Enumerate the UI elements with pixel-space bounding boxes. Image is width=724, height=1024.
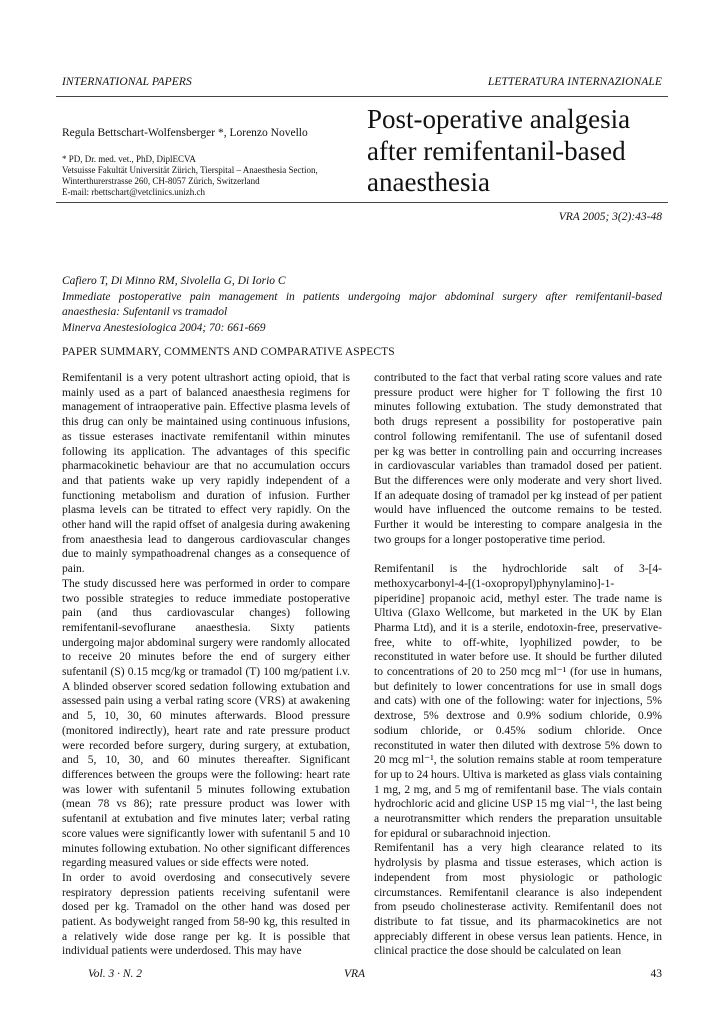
title-rule	[56, 202, 668, 203]
left-column	[62, 371, 350, 959]
paragraph: The study discussed here was performed in order to compare two possible strategies to reduce immediate postoperative pain (and thus cardiovascular changes) following remifentanil-sevoflurane anaesthesia. Sixty patients undergoing major abdominal surgery were randomly allocated to receive 20 minutes before the end of surgery either sufentanil (S) 0.15 mcg/kg or tramadol (T) 100 mg/patient i.v. A blinded observer scored sedation following extubation and assessed pain using a verbal rating score (VRS) at awakening and 5, 10, 30, 60 minutes afterwards. Blood pressure (monitored indirectly), heart rate and rate pressure product were recorded before surgery, during surgery, at extubation, and 5, 10, 30, and 60 minutes thereafter. Significant differences between the groups were the following: heart rate was lower with sufentanil 5 minutes following extubation (mean 78 vs 86); rate pressure product was lower with sufentanil at extubation and five minutes later; verbal rating score values were significantly lower with sufentanil 5 and 10 minutes following extubation. No other significant differences regarding measured values or side effects were noted.	[62, 577, 350, 870]
paragraph: In order to avoid overdosing and consecutively severe respiratory depression patients receiving sufentanil were dosed per kg. Tramadol on the other hand was dosed per patient. As bodyweight ranged from 58-90 kg, this resulted in a relatively wide dose range per kg. It is possible that individual patients were underdosed. This may have	[62, 871, 350, 958]
header-rule	[56, 96, 668, 97]
reference-journal: Minerva Anestesiologica 2004; 70: 661-669	[62, 321, 266, 334]
page-number: 43	[650, 968, 662, 980]
affiliation-line: Winterthurerstrasse 260, CH-8057 Zürich, Switzerland	[62, 176, 260, 186]
authors: Regula Bettschart-Wolfensberger *, Lorenzo Novello	[62, 127, 308, 139]
affiliation-line: * PD, Dr. med. vet., PhD, DiplECVA	[62, 154, 196, 164]
section-heading: PAPER SUMMARY, COMMENTS AND COMPARATIVE ASPECTS	[62, 346, 395, 358]
running-header-right: LETTERATURA INTERNAZIONALE	[487, 76, 662, 88]
running-header-left: INTERNATIONAL PAPERS	[62, 76, 192, 88]
footer-journal: VRA	[344, 968, 366, 980]
reference-title: Immediate postoperative pain management in patients undergoing major abdominal surgery after remifentanil-based anaesthesia: Sufentanil vs tramadol	[62, 290, 662, 318]
affiliation	[62, 154, 352, 198]
citation: VRA 2005; 3(2):43-48	[558, 211, 662, 223]
reviewed-paper-reference	[62, 274, 662, 336]
paragraph: Remifentanil is the hydrochloride salt of 3-[4-methoxycarbonyl-4-[(1-oxopropyl)phynylamino]-1-piperidine] propanoic acid, methyl ester. The trade name is Ultiva (Glaxo Wellcome, but marketed in the UK by Elan Pharma Ltd), and it is a sterile, endotoxin-free, preservative-free, white to off-white, lyophilized powder, to be reconstituted in water before use. It should be further diluted to concentrations of 20 to 250 mcg ml⁻¹ (for use in humans, but definitely to lower concentrations for use in small dogs and cats) with one of the following: water for injections, 5% dextrose, 5% dextrose and 0.9% sodium chloride, 0.9% sodium chloride, or 0.45% sodium chloride. Once reconstituted in water then diluted with dextrose 5% down to 20 mcg ml⁻¹, the solution remains stable at room temperature for up to 24 hours. Ultiva is marketed as glass vials containing 1 mg, 2 mg, and 5 mg of remifentanil base. The vials contain hydrochloric acid and glicine USP 15 mg vial⁻¹, the last being a neurotransmitter which renders the preparation unsuitable for epidural or subarachnoid injection.	[374, 563, 662, 840]
right-column	[374, 371, 662, 959]
footer-volume: Vol. 3 · N. 2	[88, 968, 142, 980]
paper-title	[367, 104, 667, 199]
paragraph: Remifentanil has a very high clearance related to its hydrolysis by plasma and tissue esterases, which action is independent from most physiologic or pathologic circumstances. Remifentanil clearance is also independent from pseudo cholinesterase activity. Remifentanil does not distribute to fat tissue, and its pharmacokinetics are not appreciably different in obese versus lean patients. Hence, in clinical practice the dose should be calculated on lean	[374, 842, 662, 958]
reference-authors: Cafiero T, Di Minno RM, Sivolella G, Di Iorio C	[62, 275, 286, 287]
paper-title-line: anaesthesia	[367, 167, 490, 197]
affiliation-line: Vetsuisse Fakultät Universität Zürich, Tierspital – Anaesthesia Section,	[62, 165, 318, 175]
paragraph: Remifentanil is a very potent ultrashort acting opioid, that is mainly used as a part of balanced anaesthesia regimens for management of intraoperative pain. Effective plasma levels of this drug can only be maintained using continuous infusions, as tissue esterases inactivate remifentanil within minutes following its application. The advantages of this specific pharmacokinetic behaviour are that no accumulation occurs and that patients wake up very rapidly independent of a functioning metabolism and duration of infusion. Further plasma levels can be titrated to effect very rapidly. On the other hand will the rapid offset of analgesia during awakening from anaesthesia lead to dangerous cardiovascular changes due to mainly sympathoadrenal changes as a consequence of pain.	[62, 372, 350, 576]
paragraph: contributed to the fact that verbal rating score values and rate pressure product were higher for T following the first 10 minutes following extubation. The study demonstrated that both drugs represent a possibility for postoperative pain control following remifentanil. The use of sufentanil dosed per kg was better in controlling pain and occurring increases in cardiovascular variables than tramadol dosed per patient. But the differences were only moderate and very short lived. If an adequate dosing of tramadol per kg instead of per patient would have influenced the outcome remains to be tested. Further it would be interesting to compare analgesia in the two groups for a longer postoperative time period.	[374, 372, 662, 546]
paper-title-line: after remifentanil-based	[367, 135, 626, 166]
paper-title-line: Post-operative analgesia	[367, 104, 631, 134]
affiliation-email: E-mail: rbettschart@vetclinics.unizh.ch	[62, 187, 205, 197]
